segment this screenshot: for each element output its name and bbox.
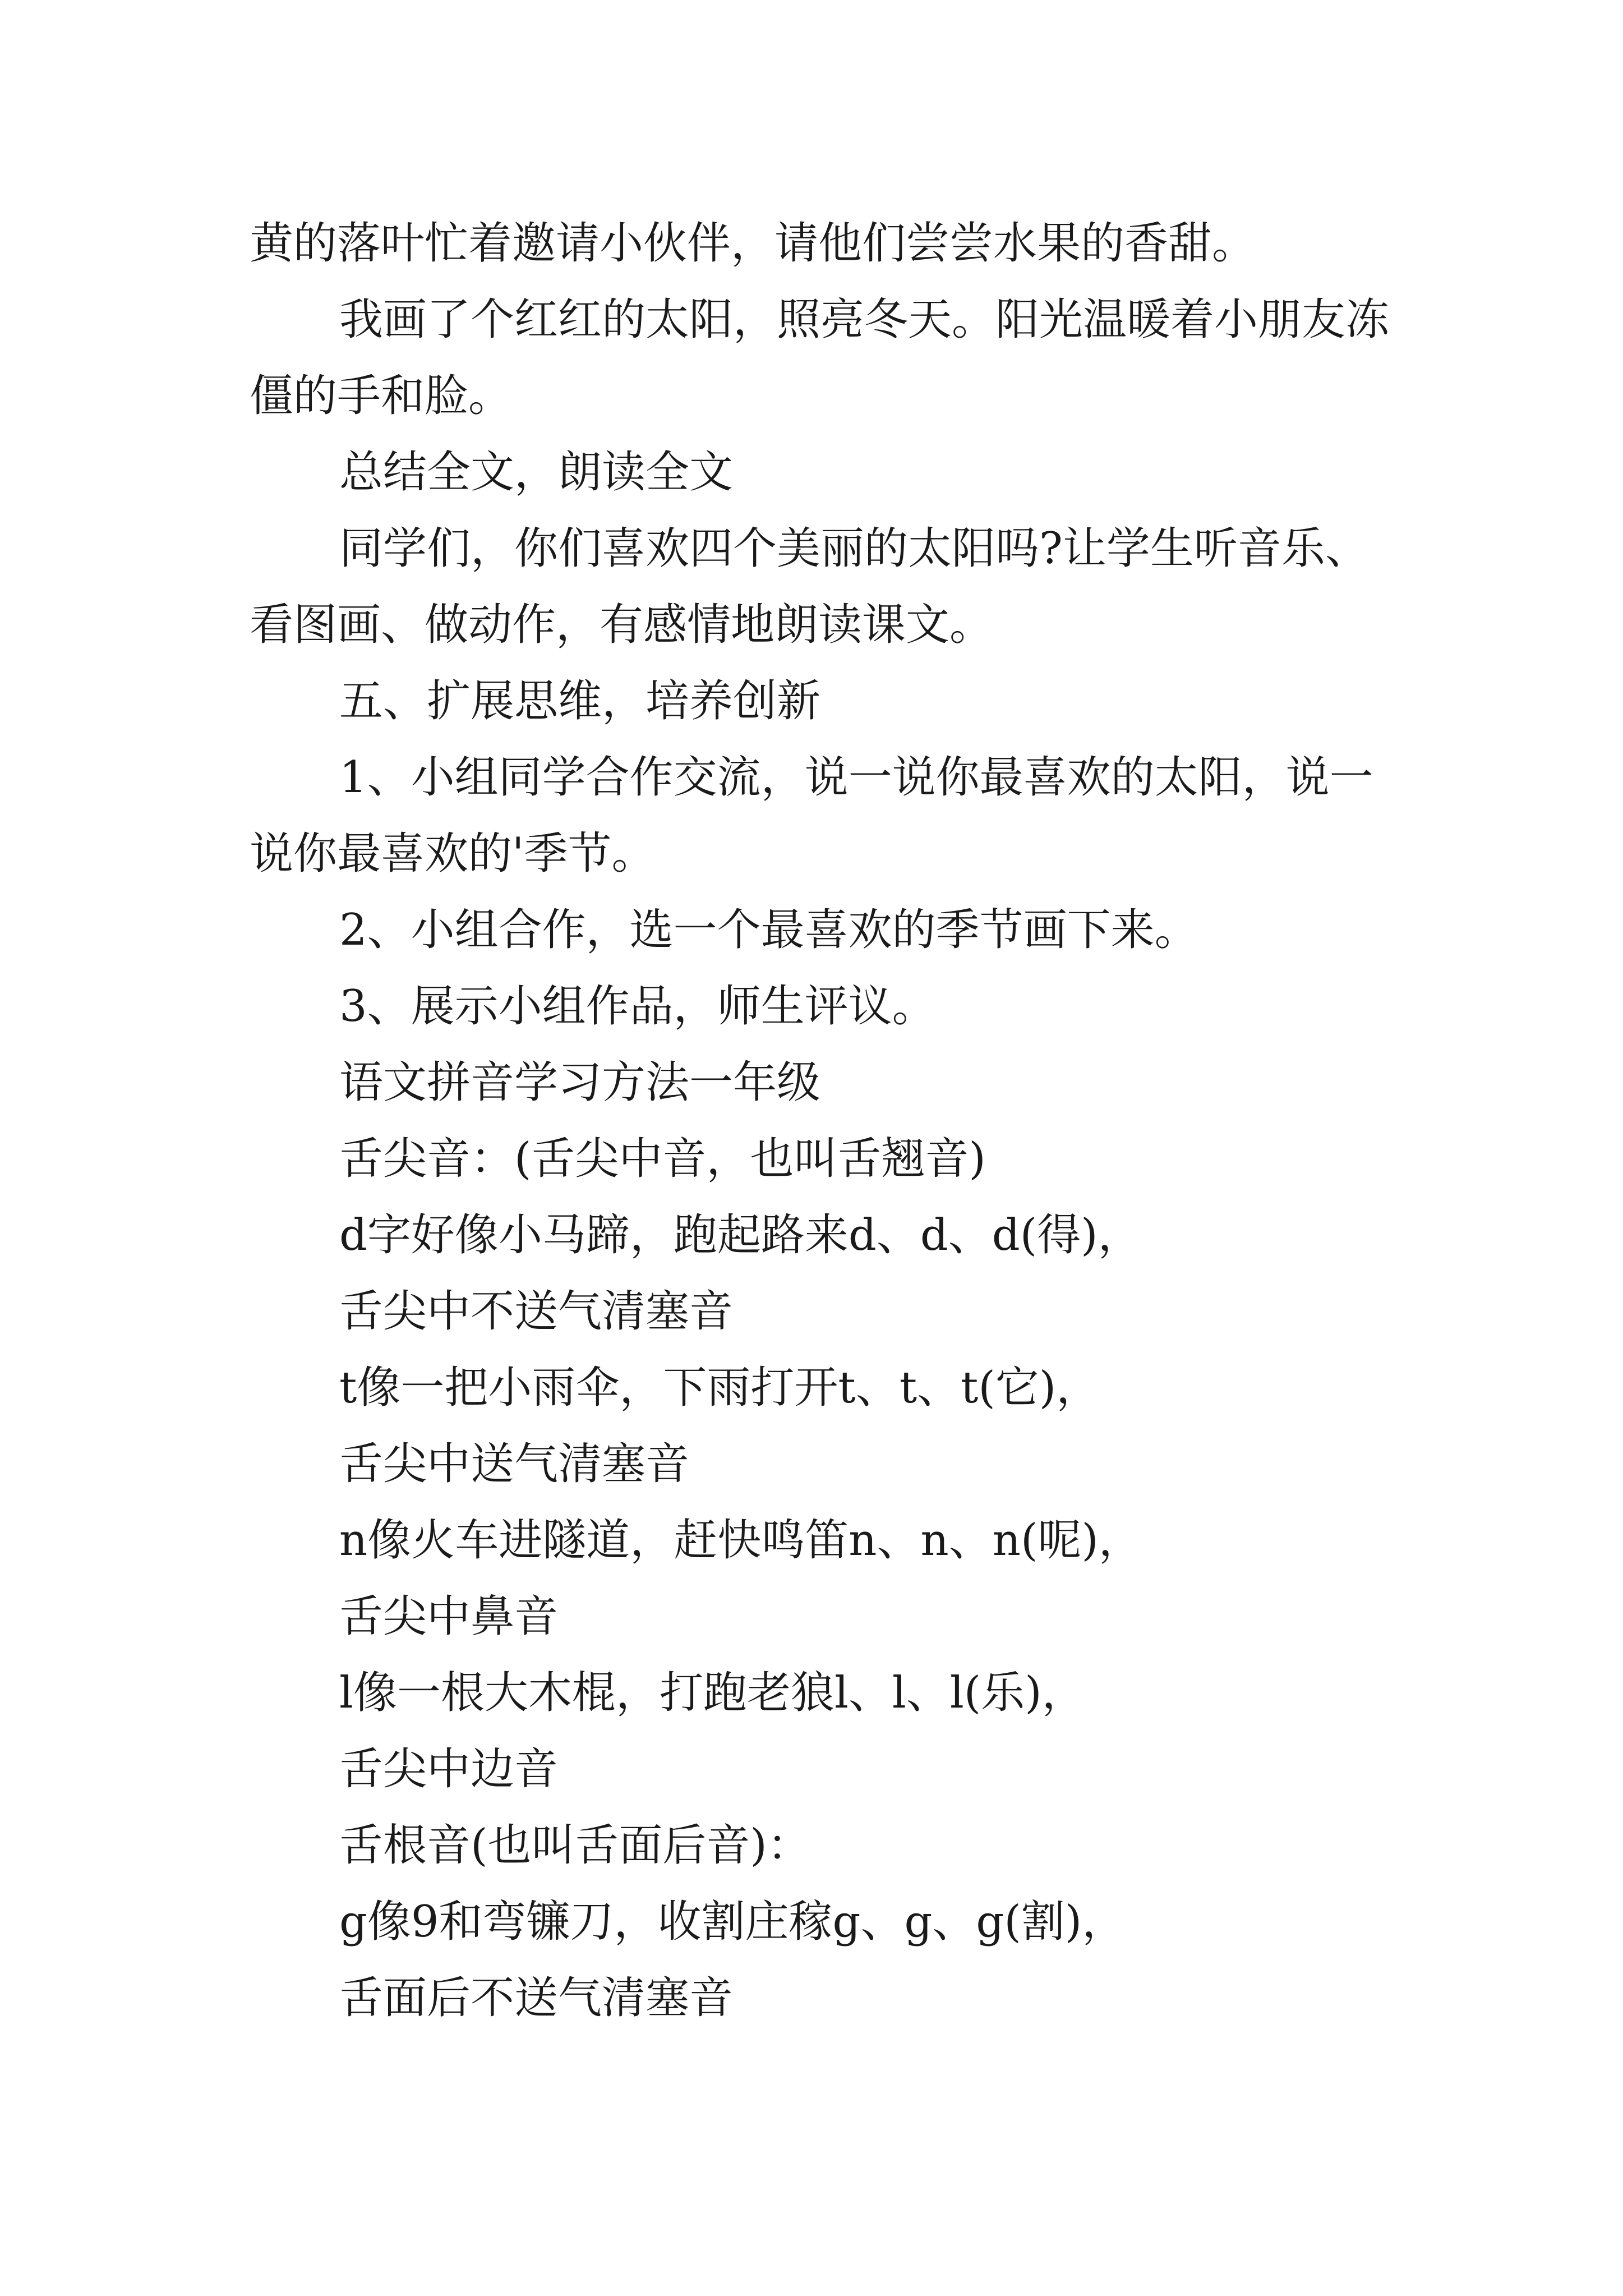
paragraph: 黄的落叶忙着邀请小伙伴，请他们尝尝水果的香甜。 xyxy=(250,218,1256,269)
paragraph: 我画了个红红的太阳，照亮冬天。阳光温暖着小朋友冻僵的手和脸。 xyxy=(250,295,1390,421)
paragraph: 3、展示小组作品，师生评议。 xyxy=(339,981,936,1032)
paragraph: l像一根大木棍，打跑老狼l、l、l(乐)， xyxy=(339,1668,1086,1718)
document-body xyxy=(250,205,1391,2036)
paragraph: 舌尖中鼻音 xyxy=(339,1591,559,1642)
paragraph: 舌根音(也叫舌面后音)： xyxy=(339,1820,811,1871)
paragraph: 舌尖中边音 xyxy=(339,1744,559,1795)
paragraph: 总结全文，朗读全文 xyxy=(339,447,734,498)
paragraph: g像9和弯镰刀，收割庄稼g、g、g(割)， xyxy=(339,1897,1126,1947)
paragraph: 舌尖音：(舌尖中音，也叫舌翘音) xyxy=(339,1134,986,1184)
paragraph: 舌尖中送气清塞音 xyxy=(339,1439,690,1489)
paragraph: d字好像小马蹄，跑起路来d、d、d(得)， xyxy=(339,1210,1142,1260)
paragraph: 1、小组同学合作交流，说一说你最喜欢的太阳，说一说你最喜欢的'季节。 xyxy=(250,752,1373,879)
paragraph: 舌面后不送气清塞音 xyxy=(339,1973,734,2023)
paragraph: t像一把小雨伞，下雨打开t、t、t(它)， xyxy=(339,1363,1100,1413)
section-heading: 五、扩展思维，培养创新 xyxy=(339,676,821,726)
paragraph: 2、小组合作，选一个最喜欢的季节画下来。 xyxy=(339,905,1198,955)
paragraph: 舌尖中不送气清塞音 xyxy=(339,1286,734,1337)
section-heading: 语文拼音学习方法一年级 xyxy=(339,1057,821,1108)
paragraph: 同学们，你们喜欢四个美丽的太阳吗?让学生听音乐、看图画、做动作，有感情地朗读课文。 xyxy=(250,523,1369,650)
paragraph: n像火车进隧道，赶快鸣笛n、n、n(呢)， xyxy=(339,1515,1142,1566)
